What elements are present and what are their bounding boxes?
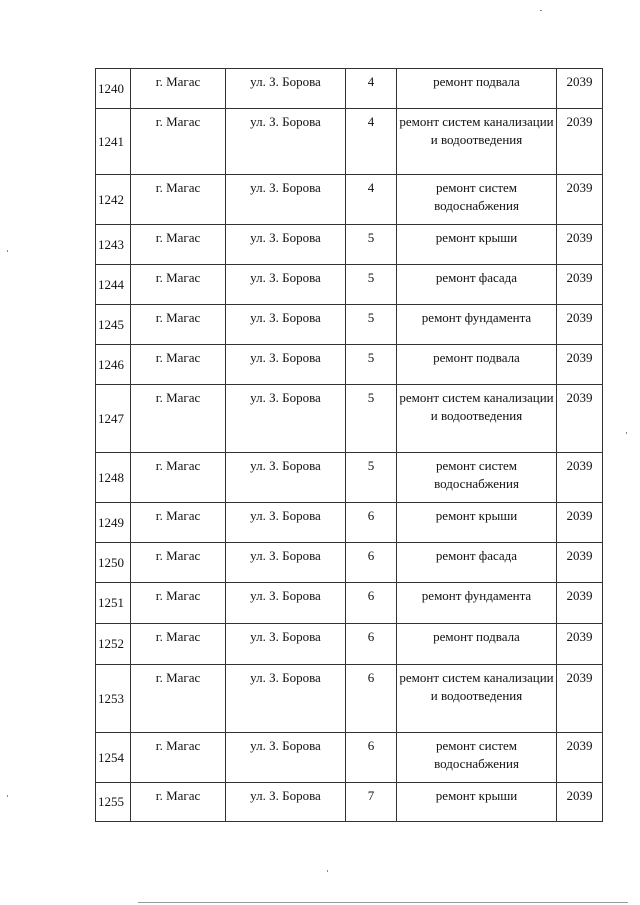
table-row xyxy=(96,453,603,503)
row-number: 1252 xyxy=(96,624,131,665)
city-cell: г. Магас xyxy=(131,175,226,225)
row-number: 1241 xyxy=(96,109,131,175)
city-cell: г. Магас xyxy=(131,385,226,453)
row-number: 1251 xyxy=(96,583,131,624)
table-row xyxy=(96,225,603,265)
table-row xyxy=(96,69,603,109)
scan-speck xyxy=(7,795,8,797)
city-cell: г. Магас xyxy=(131,69,226,109)
street-cell: ул. З. Борова xyxy=(226,783,346,822)
house-number-cell: 6 xyxy=(346,543,397,583)
house-number-cell: 4 xyxy=(346,109,397,175)
table-row xyxy=(96,783,603,822)
year-cell: 2039 xyxy=(557,665,603,733)
scan-speck xyxy=(626,432,627,434)
scan-speck xyxy=(540,10,542,11)
row-number: 1246 xyxy=(96,345,131,385)
work-type-cell: ремонт фасада xyxy=(397,543,557,583)
year-cell: 2039 xyxy=(557,624,603,665)
street-cell: ул. З. Борова xyxy=(226,109,346,175)
street-cell: ул. З. Борова xyxy=(226,69,346,109)
street-cell: ул. З. Борова xyxy=(226,225,346,265)
table-row xyxy=(96,624,603,665)
work-type-cell: ремонт систем водоснабжения xyxy=(397,733,557,783)
house-number-cell: 5 xyxy=(346,225,397,265)
house-number-cell: 5 xyxy=(346,265,397,305)
city-cell: г. Магас xyxy=(131,783,226,822)
city-cell: г. Магас xyxy=(131,225,226,265)
row-number: 1245 xyxy=(96,305,131,345)
street-cell: ул. З. Борова xyxy=(226,665,346,733)
row-number: 1242 xyxy=(96,175,131,225)
table-row xyxy=(96,345,603,385)
house-number-cell: 5 xyxy=(346,453,397,503)
work-type-cell: ремонт фундамента xyxy=(397,305,557,345)
year-cell: 2039 xyxy=(557,305,603,345)
work-type-cell: ремонт крыши xyxy=(397,225,557,265)
street-cell: ул. З. Борова xyxy=(226,385,346,453)
work-type-cell: ремонт систем водоснабжения xyxy=(397,453,557,503)
work-type-cell: ремонт подвала xyxy=(397,345,557,385)
repair-schedule-table xyxy=(95,68,603,822)
house-number-cell: 6 xyxy=(346,624,397,665)
house-number-cell: 6 xyxy=(346,503,397,543)
row-number: 1255 xyxy=(96,783,131,822)
city-cell: г. Магас xyxy=(131,733,226,783)
work-type-cell: ремонт систем канализации и водоотведения xyxy=(397,109,557,175)
table-row xyxy=(96,665,603,733)
street-cell: ул. З. Борова xyxy=(226,503,346,543)
table-row xyxy=(96,385,603,453)
work-type-cell: ремонт крыши xyxy=(397,503,557,543)
row-number: 1248 xyxy=(96,453,131,503)
city-cell: г. Магас xyxy=(131,453,226,503)
house-number-cell: 6 xyxy=(346,583,397,624)
street-cell: ул. З. Борова xyxy=(226,345,346,385)
year-cell: 2039 xyxy=(557,783,603,822)
year-cell: 2039 xyxy=(557,583,603,624)
year-cell: 2039 xyxy=(557,543,603,583)
city-cell: г. Магас xyxy=(131,665,226,733)
row-number: 1247 xyxy=(96,385,131,453)
year-cell: 2039 xyxy=(557,453,603,503)
table-row xyxy=(96,733,603,783)
row-number: 1244 xyxy=(96,265,131,305)
house-number-cell: 4 xyxy=(346,175,397,225)
work-type-cell: ремонт систем канализации и водоотведения xyxy=(397,665,557,733)
table-row xyxy=(96,305,603,345)
city-cell: г. Магас xyxy=(131,265,226,305)
street-cell: ул. З. Борова xyxy=(226,583,346,624)
street-cell: ул. З. Борова xyxy=(226,453,346,503)
work-type-cell: ремонт систем водоснабжения xyxy=(397,175,557,225)
city-cell: г. Магас xyxy=(131,503,226,543)
scan-speck xyxy=(7,250,8,252)
table-row xyxy=(96,503,603,543)
row-number: 1250 xyxy=(96,543,131,583)
house-number-cell: 7 xyxy=(346,783,397,822)
city-cell: г. Магас xyxy=(131,109,226,175)
year-cell: 2039 xyxy=(557,175,603,225)
street-cell: ул. З. Борова xyxy=(226,305,346,345)
row-number: 1249 xyxy=(96,503,131,543)
table-row xyxy=(96,265,603,305)
street-cell: ул. З. Борова xyxy=(226,733,346,783)
row-number: 1254 xyxy=(96,733,131,783)
row-number: 1253 xyxy=(96,665,131,733)
table-row xyxy=(96,109,603,175)
table-body xyxy=(96,69,603,822)
city-cell: г. Магас xyxy=(131,624,226,665)
year-cell: 2039 xyxy=(557,345,603,385)
scan-speck xyxy=(327,870,328,872)
year-cell: 2039 xyxy=(557,225,603,265)
year-cell: 2039 xyxy=(557,69,603,109)
year-cell: 2039 xyxy=(557,109,603,175)
street-cell: ул. З. Борова xyxy=(226,175,346,225)
city-cell: г. Магас xyxy=(131,543,226,583)
year-cell: 2039 xyxy=(557,733,603,783)
scan-edge-line xyxy=(138,902,628,903)
city-cell: г. Магас xyxy=(131,305,226,345)
street-cell: ул. З. Борова xyxy=(226,624,346,665)
house-number-cell: 6 xyxy=(346,665,397,733)
work-type-cell: ремонт крыши xyxy=(397,783,557,822)
city-cell: г. Магас xyxy=(131,345,226,385)
work-type-cell: ремонт систем канализации и водоотведения xyxy=(397,385,557,453)
year-cell: 2039 xyxy=(557,385,603,453)
work-type-cell: ремонт подвала xyxy=(397,69,557,109)
row-number: 1240 xyxy=(96,69,131,109)
year-cell: 2039 xyxy=(557,503,603,543)
house-number-cell: 4 xyxy=(346,69,397,109)
house-number-cell: 5 xyxy=(346,305,397,345)
work-type-cell: ремонт подвала xyxy=(397,624,557,665)
street-cell: ул. З. Борова xyxy=(226,543,346,583)
work-type-cell: ремонт фасада xyxy=(397,265,557,305)
year-cell: 2039 xyxy=(557,265,603,305)
work-type-cell: ремонт фундамента xyxy=(397,583,557,624)
table-row xyxy=(96,583,603,624)
house-number-cell: 6 xyxy=(346,733,397,783)
table-row xyxy=(96,175,603,225)
street-cell: ул. З. Борова xyxy=(226,265,346,305)
row-number: 1243 xyxy=(96,225,131,265)
table-row xyxy=(96,543,603,583)
city-cell: г. Магас xyxy=(131,583,226,624)
house-number-cell: 5 xyxy=(346,345,397,385)
house-number-cell: 5 xyxy=(346,385,397,453)
